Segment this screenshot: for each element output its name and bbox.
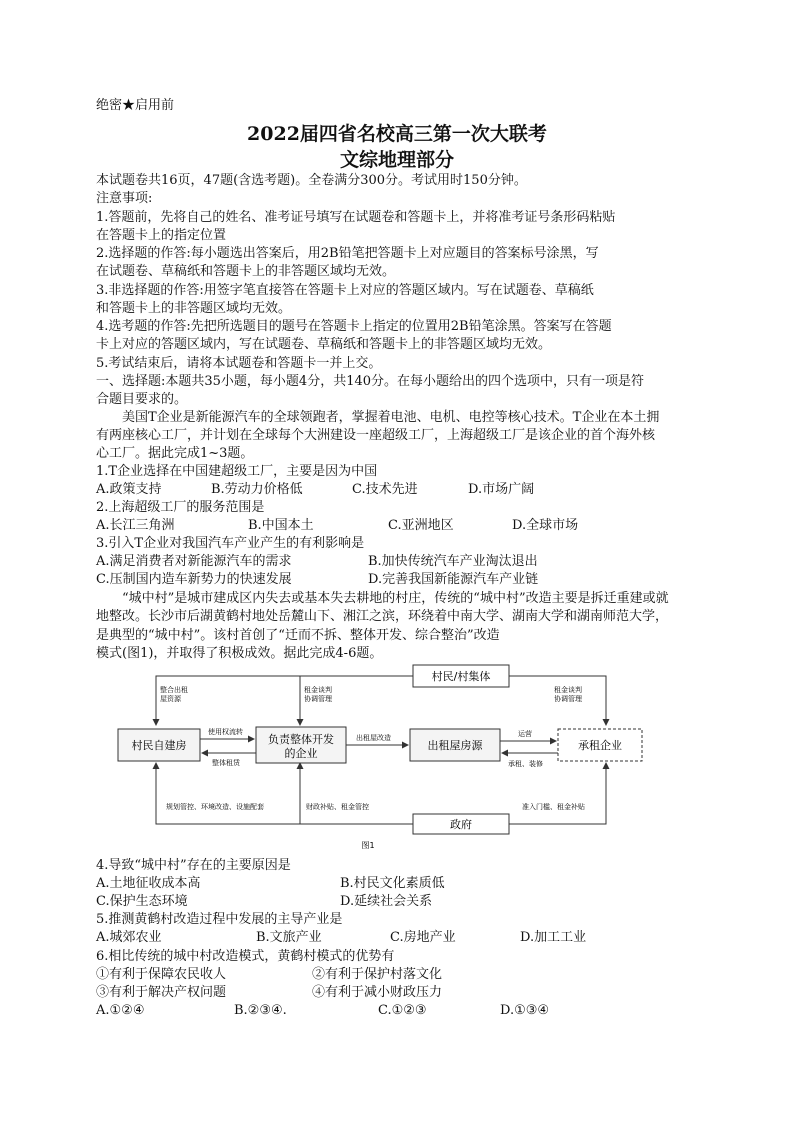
question-2-stem: 2.上海超级工厂的服务范围是 xyxy=(96,500,265,515)
label-rent-negotiate-2: 协调管理 xyxy=(304,695,332,703)
intro-line: 在答题卡上的指定位置 xyxy=(96,228,227,243)
intro-line: 和答题卡上的非答题区域均无效。 xyxy=(96,301,292,316)
q1-option-a[interactable]: A.政策支持 xyxy=(96,482,162,497)
passage-line: 地整改。长沙市后湖黄鹤村地处岳麓山下、湘江之滨，环绕着中南大学、湖南大学和湖南师范大学， xyxy=(96,609,669,624)
q4-option-d[interactable]: D.延续社会关系 xyxy=(340,894,433,909)
intro-line: 注意事项: xyxy=(96,191,153,206)
label-use-right: 使用权流转 xyxy=(208,728,243,736)
q5-option-c[interactable]: C.房地产业 xyxy=(390,930,456,945)
q6-option-c[interactable]: C.①②③ xyxy=(378,1003,427,1018)
q2-option-a[interactable]: A.长江三角洲 xyxy=(96,518,175,533)
figure-caption: 图1 xyxy=(361,841,375,850)
q3-option-b[interactable]: B.加快传统汽车产业淘汰退出 xyxy=(368,554,538,569)
label-rent-negotiate-1: 租金谈判 xyxy=(304,686,332,694)
q1-option-b[interactable]: B.劳动力价格低 xyxy=(211,482,303,497)
rental-label: 出租屋房源 xyxy=(427,739,483,752)
q6-item-2: ②有利于保护村落文化 xyxy=(312,967,443,982)
intro-line: 卡上对应的答题区域内，写在试题卷、草稿纸和答题卡上的非答题区域均无效。 xyxy=(96,337,552,352)
developer-label-line2: 的企业 xyxy=(284,747,318,760)
intro-line: 2.选择题的作答:每小题选出答案后，用2B铅笔把答题卡上对应题目的答案标号涂黑，写 xyxy=(96,246,599,261)
passage-line: 有两座核心工厂，并计划在全球每个大洲建设一座超级工厂，上海超级工厂是该企业的首个海外核 xyxy=(96,428,656,443)
intro-line: 一、选择题:本题共35小题，每小题4分，共140分。在每小题给出的四个选项中，只有一项是符 xyxy=(96,374,645,389)
question-3-stem: 3.引入T企业对我国汽车产业产生的有利影响是 xyxy=(96,536,365,551)
q6-option-a[interactable]: A.①②④ xyxy=(96,1003,145,1018)
developer-label-line1: 负责整体开发 xyxy=(268,733,334,746)
villagers-label: 村民/村集体 xyxy=(431,670,491,683)
q1-option-d[interactable]: D.市场广阔 xyxy=(468,482,535,497)
q1-option-c[interactable]: C.技术先进 xyxy=(352,482,418,497)
confidential-label: 绝密★启用前 xyxy=(96,98,175,113)
q5-option-d[interactable]: D.加工工业 xyxy=(520,930,587,945)
question-4-stem: 4.导致“城中村”存在的主要原因是 xyxy=(96,858,291,873)
question-6-stem: 6.相比传统的城中村改造模式，黄鹤村模式的优势有 xyxy=(96,949,395,964)
q4-option-b[interactable]: B.村民文化素质低 xyxy=(340,876,445,891)
label-planning: 规划管控、环境改造、设施配套 xyxy=(166,803,264,811)
exam-title: 2022届四省名校高三第一次大联考 xyxy=(247,123,547,145)
arrow-villagers-selfbuilt xyxy=(156,676,413,725)
q6-option-b[interactable]: B.②③④. xyxy=(234,1003,287,1018)
self-built-label: 村民自建房 xyxy=(131,739,187,752)
label-rent-negotiate-3: 租金谈判 xyxy=(554,686,582,694)
q2-option-d[interactable]: D.全球市场 xyxy=(512,518,579,533)
question-5-stem: 5.推测黄鹤村改造过程中发展的主导产业是 xyxy=(96,912,343,927)
label-integrate-2: 屋资源 xyxy=(160,695,181,703)
q2-option-c[interactable]: C.亚洲地区 xyxy=(388,518,454,533)
label-operate: 运营 xyxy=(518,730,532,738)
q5-option-b[interactable]: B.文旅产业 xyxy=(256,930,322,945)
passage-line: 是典型的“城中村”。该村首创了“迁而不拆、整体开发、综合整治”改造 xyxy=(96,628,500,643)
q4-option-a[interactable]: A.土地征收成本高 xyxy=(96,876,201,891)
q6-item-3: ③有利于解决产权问题 xyxy=(96,985,227,1000)
passage-line: 美国T企业是新能源汽车的全球领跑者，掌握着电池、电机、电控等核心技术。T企业在本土拥 xyxy=(96,410,660,425)
q6-option-d[interactable]: D.①③④ xyxy=(500,1003,550,1018)
q3-option-a[interactable]: A.满足消费者对新能源汽车的需求 xyxy=(96,554,292,569)
passage-line: 心工厂。据此完成1~3题。 xyxy=(96,446,254,461)
intro-line: 合题目要求的。 xyxy=(96,392,188,407)
intro-line: 在试题卷、草稿纸和答题卡上的非答题区域均无效。 xyxy=(96,264,396,279)
intro-line: 5.考试结束后，请将本试题卷和答题卡一并上交。 xyxy=(96,356,382,371)
q3-option-c[interactable]: C.压制国内造车新势力的快速发展 xyxy=(96,572,292,587)
figure-1-diagram xyxy=(114,663,646,853)
arrow-gov-tenant xyxy=(509,763,606,824)
label-access: 准入门槛、租金补贴 xyxy=(522,803,585,811)
q6-item-4: ④有利于减小财政压力 xyxy=(312,985,443,1000)
q3-option-d[interactable]: D.完善我国新能源汽车产业链 xyxy=(368,572,539,587)
label-renovation: 出租屋改造 xyxy=(356,734,391,742)
q4-option-c[interactable]: C.保护生态环境 xyxy=(96,894,188,909)
arrow-gov-selfbuilt xyxy=(156,763,413,824)
label-integrate-1: 整合出租 xyxy=(160,686,188,694)
q2-option-b[interactable]: B.中国本土 xyxy=(248,518,314,533)
intro-line: 1.答题前，先将自己的姓名、准考证号填写在试题卷和答题卡上，并将准考证号条形码粘贴 xyxy=(96,210,616,225)
passage-line: 模式(图1)，并取得了积极成效。据此完成4-6题。 xyxy=(96,646,383,661)
q6-item-1: ①有利于保障农民收人 xyxy=(96,967,227,982)
label-rent-negotiate-4: 协调管理 xyxy=(554,695,582,703)
intro-line: 4.选考题的作答:先把所选题目的题号在答题卡上指定的位置用2B铅笔涂黑。答案写在答题 xyxy=(96,319,612,334)
q5-option-a[interactable]: A.城郊农业 xyxy=(96,930,162,945)
label-lease-decor: 承租、装修 xyxy=(508,760,543,768)
exam-subtitle: 文综地理部分 xyxy=(339,149,454,171)
intro-line: 本试题卷共16页，47题(含选考题)。全卷满分300分。考试用时150分钟。 xyxy=(96,173,527,188)
government-label: 政府 xyxy=(450,818,472,831)
label-whole-rent: 整体租赁 xyxy=(212,759,240,767)
question-1-stem: 1.T企业选择在中国建超级工厂，主要是因为中国 xyxy=(96,464,378,479)
passage-line: “城中村”是城市建成区内失去或基本失去耕地的村庄，传统的“城中村”改造主要是拆迁重建或就 xyxy=(96,591,669,606)
tenant-label: 承租企业 xyxy=(578,739,622,752)
label-finance: 财政补贴、租金管控 xyxy=(306,803,369,811)
intro-line: 3.非选择题的作答:用签字笔直接答在答题卡上对应的答题区域内。写在试题卷、草稿纸 xyxy=(96,283,594,298)
